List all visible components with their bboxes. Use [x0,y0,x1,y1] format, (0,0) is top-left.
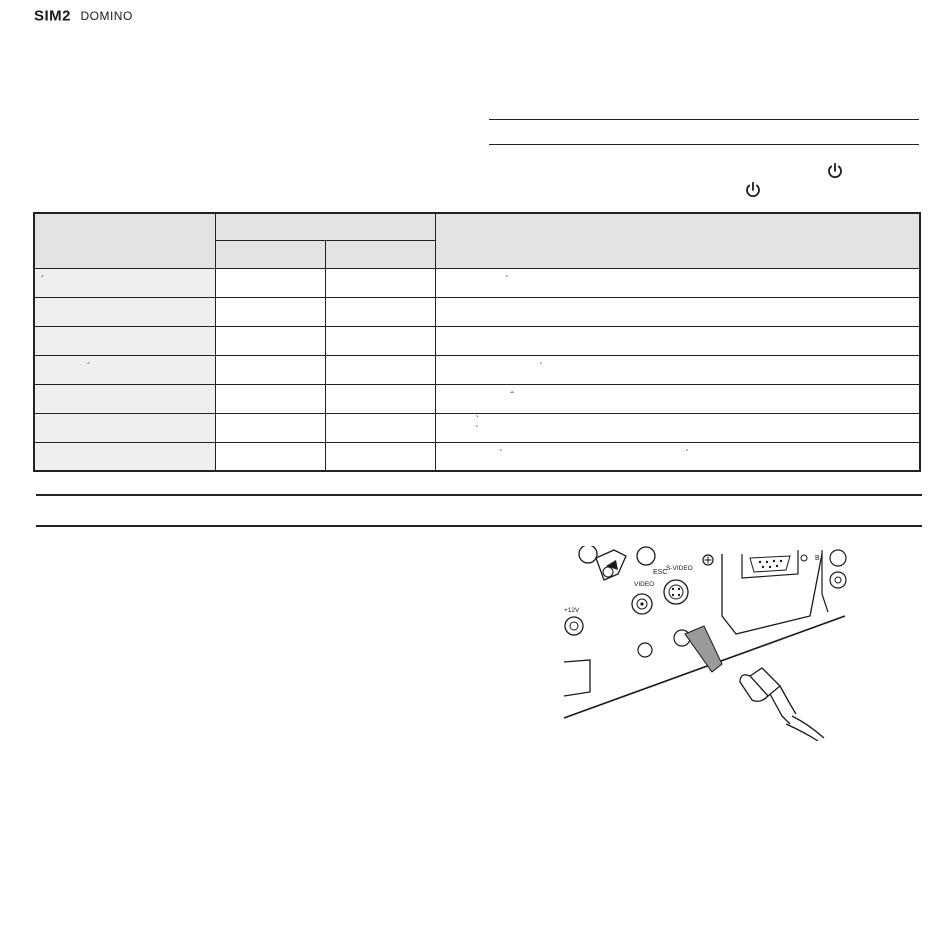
table-row [34,297,920,326]
row-description: ´ [435,355,920,384]
table-row [34,442,920,471]
table-header-cell [325,240,435,268]
row-description: ´ ´ [435,442,920,471]
row-description [435,326,920,355]
spec-table [33,212,921,472]
section-divider-bottom [36,525,922,527]
table-row [34,384,920,413]
table-header-row [34,213,920,240]
12v-label: +12V [564,607,580,614]
row-description: ` ´ [435,413,920,442]
row-label [34,326,215,355]
row-label [34,442,215,471]
table-header-cell [34,213,215,268]
power-icon [826,162,844,180]
brand-logo [34,7,133,23]
row-description: ´ [435,268,920,297]
section-rule-bottom [489,144,919,145]
table-row [34,326,920,355]
table-cell [215,413,325,442]
table-cell [215,297,325,326]
table-cell [325,268,435,297]
table-row [34,355,920,384]
table-cell [325,355,435,384]
power-icon [744,181,762,199]
section-rule-top [489,119,919,120]
video-label: VIDEO [634,581,655,588]
table-cell [325,384,435,413]
table-row [34,268,920,297]
table-cell [325,442,435,471]
table-cell [215,355,325,384]
svideo-label: S-VIDEO [666,565,693,572]
table-cell [325,297,435,326]
table-cell [215,442,325,471]
row-label [34,297,215,326]
table-header-cell [215,240,325,268]
table-cell [325,326,435,355]
b-label: B [815,555,820,562]
row-label: ´ [34,268,215,297]
row-label [34,413,215,442]
row-label: ´ [34,355,215,384]
row-label [34,384,215,413]
section-divider-top [36,494,922,496]
table-cell [215,384,325,413]
table-header-cell [435,213,920,268]
brand-name: SIM2 [34,7,72,25]
row-description [435,297,920,326]
model-name: DOMINO [80,8,133,23]
row-description: ˆ [435,384,920,413]
table-cell [215,268,325,297]
connector-panel-illustration [560,546,850,741]
esc-label: ESC [653,569,668,576]
table-cell [325,413,435,442]
table-row [34,413,920,442]
table-header-cell [215,213,435,240]
table-cell [215,326,325,355]
